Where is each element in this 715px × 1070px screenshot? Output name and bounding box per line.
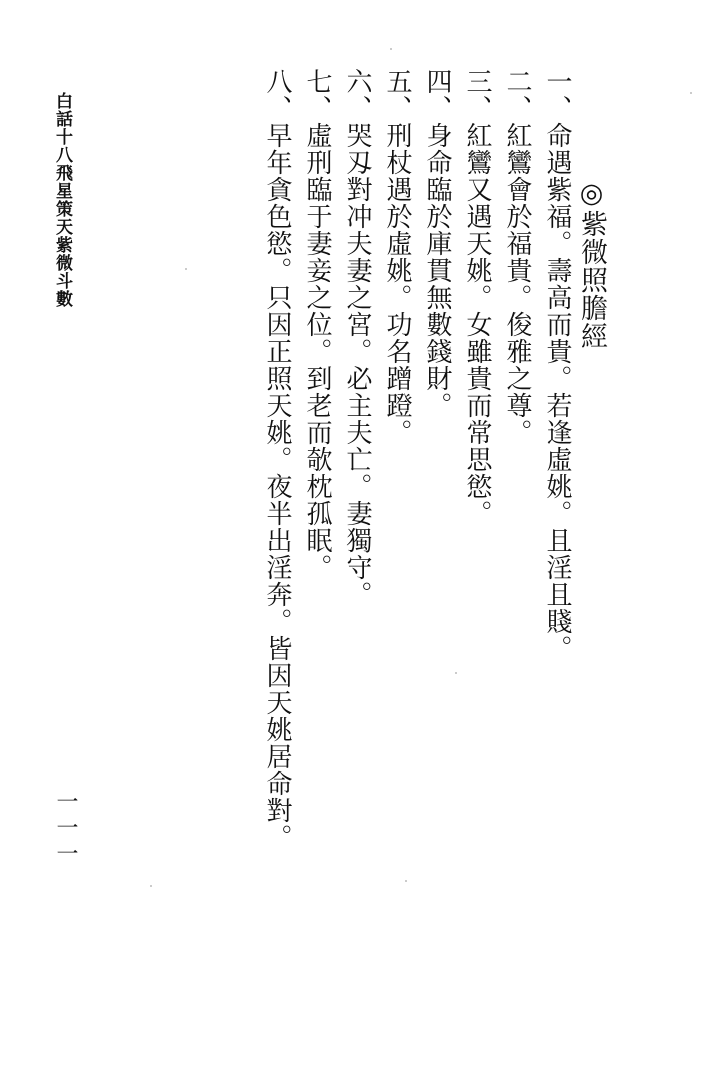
verse-line-8: 八、早年貪色慾。只因正照天姚。夜半出淫奔。皆因天姚居命對。 bbox=[262, 68, 292, 851]
section-title: ◎紫微照膽經 bbox=[576, 178, 607, 350]
scan-speck bbox=[690, 92, 692, 94]
verse-line-7: 七、虛刑臨于妻妾之位。到老而欹枕孤眠。 bbox=[302, 68, 332, 581]
verse-line-5: 五、刑杖遇於虛姚。功名蹭蹬。 bbox=[382, 68, 412, 446]
scan-speck bbox=[455, 672, 457, 674]
page-number: 一一一 bbox=[53, 790, 78, 868]
scan-speck bbox=[390, 48, 392, 50]
scan-speck bbox=[150, 885, 152, 887]
verse-line-4: 四、身命臨於庫貫無數錢財。 bbox=[422, 68, 452, 419]
verse-block bbox=[257, 68, 577, 948]
scan-speck bbox=[185, 268, 187, 270]
running-header: 白話十八飛星策天紫微斗數 bbox=[52, 92, 72, 308]
verse-line-2: 二、紅鸞會於福貴。俊雅之尊。 bbox=[502, 68, 532, 446]
verse-line-6: 六、哭刄對冲夫妻之宮。必主夫亡。妻獨守。 bbox=[342, 68, 372, 608]
scan-speck bbox=[405, 880, 407, 882]
verse-line-3: 三、紅鸞又遇天姚。女雖貴而常思慾。 bbox=[462, 68, 492, 527]
verse-line-1: 一、命遇紫福。壽高而貴。若逢虛姚。且淫且賤。 bbox=[542, 68, 572, 662]
